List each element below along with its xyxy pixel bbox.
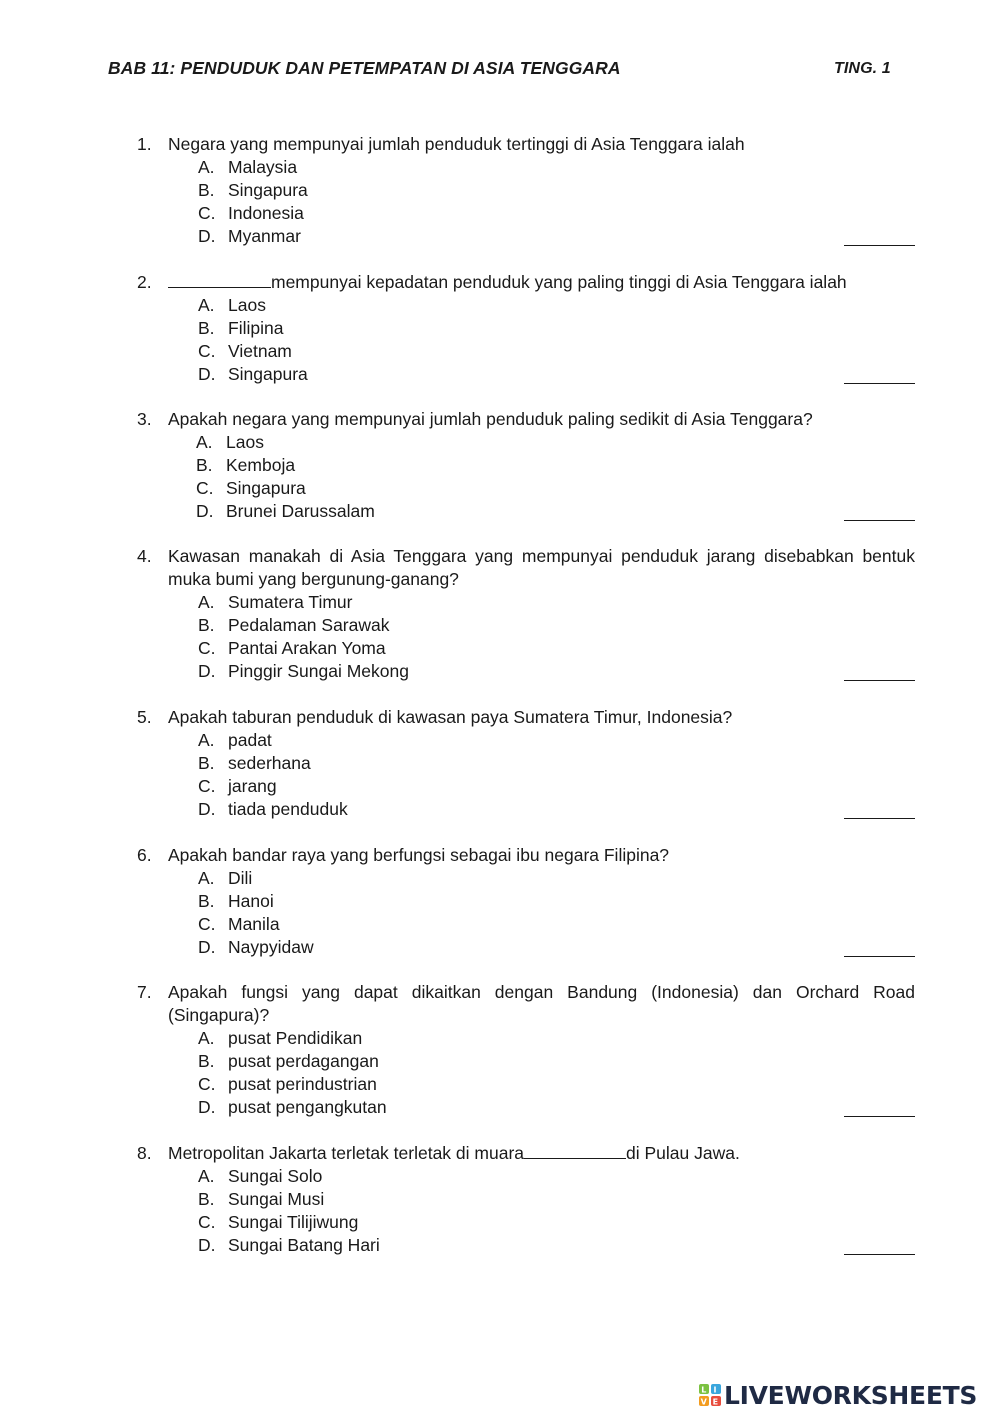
option-a: A. Dili — [198, 868, 253, 888]
options-list — [198, 156, 915, 248]
option-d: D. Naypyidaw — [198, 937, 314, 957]
question-number: 8. — [137, 1143, 152, 1163]
option-a: A. Sungai Solo — [198, 1166, 323, 1186]
liveworksheets-logo — [698, 1378, 977, 1412]
liveworksheets-logo-icon — [698, 1383, 722, 1407]
option-d: D. Myanmar — [198, 226, 301, 246]
options-list — [198, 867, 915, 959]
fill-in-blank[interactable] — [168, 271, 271, 288]
options-list — [198, 1165, 915, 1257]
question-number: 4. — [137, 546, 152, 566]
answer-blank[interactable] — [844, 1254, 915, 1255]
option-a: A. Laos — [196, 432, 264, 452]
question-text: Apakah bandar raya yang berfungsi sebagai ibu negara Filipina? — [168, 845, 670, 865]
question-2 — [137, 271, 915, 386]
options-list — [198, 294, 915, 386]
question-number: 5. — [137, 707, 152, 727]
option-b: B. Sungai Musi — [198, 1189, 325, 1209]
svg-text:V: V — [700, 1397, 707, 1407]
option-a: A. pusat Pendidikan — [198, 1028, 363, 1048]
options-list — [198, 729, 915, 821]
question-6 — [137, 844, 915, 959]
question-7 — [137, 981, 915, 1119]
option-b: B. Kemboja — [196, 455, 296, 475]
answer-blank[interactable] — [844, 1116, 915, 1117]
question-text: Kawasan manakah di Asia Tenggara yang mempunyai penduduk jarang disebabkan bentuk muka bumi yang bergunung-ganang? — [168, 546, 915, 589]
answer-blank[interactable] — [844, 956, 915, 957]
answer-blank[interactable] — [844, 818, 915, 819]
answer-blank[interactable] — [844, 520, 915, 521]
svg-text:L: L — [701, 1385, 707, 1395]
question-4 — [137, 545, 915, 683]
option-d: D. pusat pengangkutan — [198, 1097, 387, 1117]
options-list — [198, 1027, 915, 1119]
grade-label: TING. 1 — [834, 60, 891, 77]
options-list — [198, 591, 915, 683]
question-text: mempunyai kepadatan penduduk yang paling tinggi di Asia Tenggara ialah — [168, 271, 915, 294]
svg-text:E: E — [712, 1397, 719, 1407]
option-b: B. Singapura — [198, 180, 308, 200]
option-d: D. Pinggir Sungai Mekong — [198, 661, 409, 681]
question-3 — [137, 408, 915, 523]
option-c: C. pusat perindustrian — [198, 1074, 377, 1094]
option-a: A. Sumatera Timur — [198, 592, 353, 612]
liveworksheets-wordmark: LIVEWORKSHEETS — [724, 1380, 978, 1410]
question-8 — [137, 1142, 915, 1257]
option-b: B. Pedalaman Sarawak — [198, 615, 390, 635]
question-text: Apakah fungsi yang dapat dikaitkan dengan Bandung (Indonesia) dan Orchard Road (Singapura)? — [168, 982, 915, 1025]
options-list — [196, 431, 915, 523]
option-c: C. jarang — [198, 776, 277, 796]
question-number: 6. — [137, 845, 152, 865]
question-text: Apakah taburan penduduk di kawasan paya Sumatera Timur, Indonesia? — [168, 707, 733, 727]
option-c: C. Sungai Tilijiwung — [198, 1212, 359, 1232]
worksheet-header — [108, 58, 900, 84]
option-c: C. Singapura — [196, 478, 306, 498]
option-c: C. Pantai Arakan Yoma — [198, 638, 386, 658]
answer-blank[interactable] — [844, 383, 915, 384]
question-number: 2. — [137, 272, 152, 292]
option-b: B. Hanoi — [198, 891, 274, 911]
worksheet-title: BAB 11: PENDUDUK DAN PETEMPATAN DI ASIA TENGGARA — [108, 58, 621, 78]
option-b: B. sederhana — [198, 753, 311, 773]
svg-text:I: I — [713, 1385, 717, 1395]
fill-in-blank[interactable] — [524, 1142, 626, 1159]
answer-blank[interactable] — [844, 680, 915, 681]
option-b: B. Filipina — [198, 318, 284, 338]
option-a: A. padat — [198, 730, 272, 750]
question-number: 7. — [137, 982, 152, 1002]
option-d: D. Singapura — [198, 364, 308, 384]
option-d: D. Brunei Darussalam — [196, 501, 375, 521]
option-a: A. Malaysia — [198, 157, 298, 177]
option-d: D. Sungai Batang Hari — [198, 1235, 380, 1255]
option-b: B. pusat perdagangan — [198, 1051, 379, 1071]
question-number: 1. — [137, 134, 152, 154]
option-c: C. Manila — [198, 914, 280, 934]
question-text: Negara yang mempunyai jumlah penduduk tertinggi di Asia Tenggara ialah — [168, 134, 745, 154]
option-c: C. Indonesia — [198, 203, 304, 223]
option-c: C. Vietnam — [198, 341, 292, 361]
question-text: Apakah negara yang mempunyai jumlah penduduk paling sedikit di Asia Tenggara? — [168, 409, 813, 429]
question-number: 3. — [137, 409, 152, 429]
question-1 — [137, 133, 915, 248]
option-a: A. Laos — [198, 295, 266, 315]
option-d: D. tiada penduduk — [198, 799, 348, 819]
question-text: Metropolitan Jakarta terletak terletak di muara di Pulau Jawa. — [168, 1143, 740, 1163]
answer-blank[interactable] — [844, 245, 915, 246]
question-5 — [137, 706, 915, 821]
